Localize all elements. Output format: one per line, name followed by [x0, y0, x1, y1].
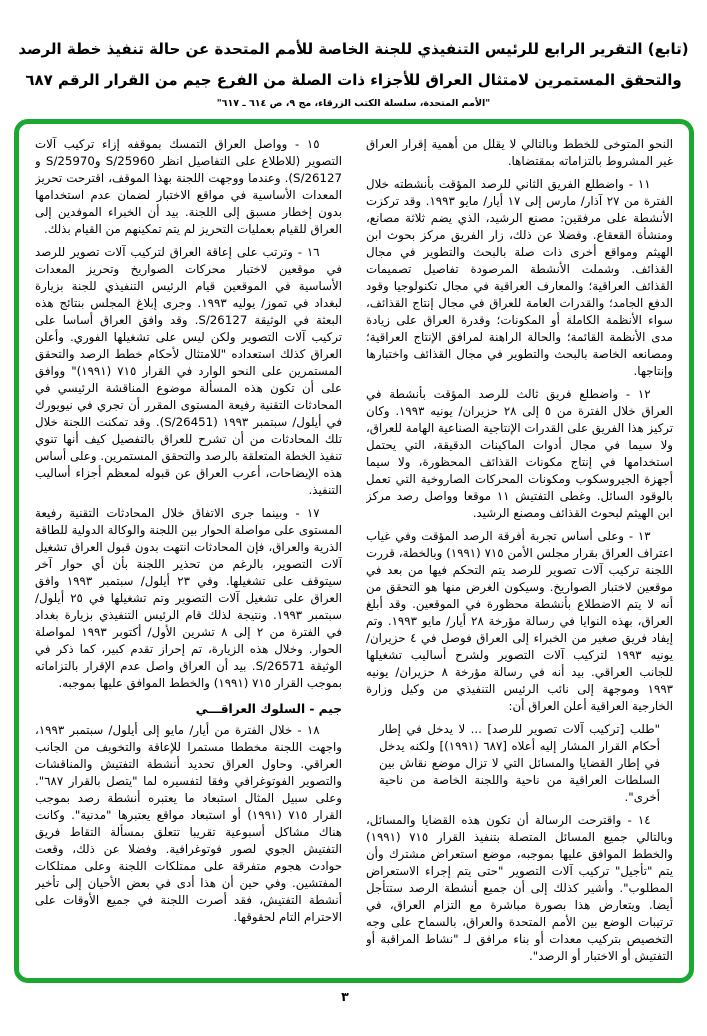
- document-header: [0, 0, 707, 109]
- right-column: [366, 136, 673, 970]
- paragraph: ١٨ - خلال الفترة من أيار/ مايو إلى أيلول/ سبتمبر ١٩٩٣، واجهت اللجنة مخططا مستمرا للإعاقة والتخويف من الجانب العراقي. وحاول العراق تحديد أنشطة التفتيش والمناقشات والتصوير الفوتوغرافي وفقا لتفسيره لما "يتصل بالقرار ٦٨٧". وعلى سبيل المثال استبعاد ما يعتبره أنشطة رصد بموجب القرار ٧١٥ (١٩٩١) أو استبعاد مواقع يعتبرها "مدنية". وكانت هناك مشاكل أسبوعية تقريبا تتعلق بمسألة التقاط فريق التفتيش الجوي لصور فوتوغرافية. وفضلا عن ذلك، وقعت حوادث هجوم متفرقة على ممتلكات اللجنة وعلى ممتلكات المفتشين. وفي حين أن هذا أدى في بعض الأحيان إلى تأخير أنشطة التفتيش، فقد أصرت اللجنة في جميع الأوقات على الاحترام التام لحقوقها.: [35, 723, 342, 924]
- paragraph: ١٢ - واضطلع فريق ثالث للرصد المؤقت بأنشطة في العراق خلال الفترة من ٥ إلى ٢٨ حزيران/ يونيه ١٩٩٣. وكان تركيز هذا الفريق على القدرات الإنتاجية الصناعية الهامة للعراق، ولا سيما في مجال أدوات الماكينات الدقيقة، التي يحتمل استخدامها في إنتاج مكونات القذائف المحظورة، ولا سيما أجهزة الجيروسكوب ومكونات المحركات الصاروخية التي تعمل بالوقود السائل. وغطى التفتيش ١١ موقعا وواصل رصد مركز ابن الهيثم لبحوث القذائف ومصنع الرشيد.: [366, 387, 673, 520]
- paragraph: ١٣ - وعلى أساس تجربة أفرقة الرصد المؤقت وفي غياب اعتراف العراق بقرار مجلس الأمن ٧١٥ (١٩٩١) وبالخطة، قررت اللجنة تركيب آلات تصوير للرصد يتم التحكم فيها من بعد في موقعين لاختبار الصواريخ. وسيكون الغرض منها هو التحقق من أنه لا يتم الاضطلاع بأنشطة محظورة في الموقعين. وقد أبلغ العراق، بهذه النوايا في رسالة مؤرخة ٢٨ أيار/ مايو ١٩٩٣. وتم إيفاد فريق صغير من الخبراء إلى العراق فوصل في ٤ حزيران/ يونيه ١٩٩٣ لتركيب آلات التصوير ولشرح أساليب تشغيلها للجانب العراقي. بيد أنه في رسالة مؤرخة ٨ حزيران/ يونيه ١٩٩٣ وموجهة إلى نائب الرئيس التنفيذي من وكيل وزارة الخارجية العراقية أعلن العراق أن:: [366, 529, 673, 713]
- paragraph: ١٤ - واقترحت الرسالة أن تكون هذه القضايا والمسائل، وبالتالي جميع المسائل المتصلة بتنفيذ القرار ٧١٥ (١٩٩١) والخطط الموافق عليها بموجبه، موضع استعراض مشترك وأن يتم "تأجيل" تركيب آلات التصوير "حتى يتم إجراء الاستعراض المطلوب". وأشير كذلك إلى أن جميع أنشطة الرصد ستتأجل أيضا. ويتعارض هذا بصورة مباشرة مع التزام العراق، في ترتيبات الوضع بين الأمم المتحدة والعراق، بالسماح على وجه التخصيص بتركيب معدات أو بناء مرافق لـ "نشاط المراقبة أو التفتيش أو الاختبار أو الرصد".: [366, 813, 673, 963]
- paragraph: ١٦ - وترتب على إعاقة العراق لتركيب آلات تصوير للرصد في موقعين لاختبار محركات الصواريخ وتحريز المعدات الأساسية في الموقعين قيام الرئيس التنفيذي للجنة بزيارة لبغداد في تموز/ يوليه ١٩٩٣. وجرى إبلاغ المجلس بنتائج هذه البعثة في الوثيقة S/26127. وقد وافق العراق أساسا على تركيب آلات التصوير ولكن ليس على تشغيلها الفوري. وأعلن العراق كذلك استعداده "للامتثال لأحكام خطط الرصد والتحقق المستمرين على النحو الوارد في القرار ٧١٥ (١٩٩١)" ووافق على أن تكون هذه المسألة موضوع المناقشة الرئيسي في المحادثات التقنية رفيعة المستوى المقرر أن تجري في نيويورك في أيلول/ سبتمبر ١٩٩٣ (S/26451). وقد تمكنت اللجنة خلال تلك المحادثات من أن تشرح للعراق بالتفصيل كيف أنها تنوي تنفيذ الخطة المتعلقة بالرصد والتحقق المستمرين. وعلى أساس هذه الإيضاحات، أعرب العراق عن قبوله لمعظم أجزاء أساليب التنفيذ.: [35, 245, 342, 497]
- paragraph: جيم - السلوك العراقـــي: [195, 702, 342, 716]
- paragraph: ١٧ - وبينما جرى الاتفاق خلال المحادثات التقنية رفيعة المستوى على مواصلة الحوار بين اللجنة والوكالة الدولية للطاقة الذرية والعراق، فإن المحادثات انتهت بدون قبول العراق تشغيل آلات التصوير، بالرغم من تحذير اللجنة بأن أي حوار آخر سيتوقف على تشغيلها. وفي ٢٣ أيلول/ سبتمبر ١٩٩٣ وافق العراق على تشغيل آلات التصوير وتم تشغيلها في ٢٥ أيلول/ سبتمبر ١٩٩٣. ونتيجة لذلك قام الرئيس التنفيذي بزيارة بغداد في الفترة من ٢ إلى ٨ تشرين الأول/ أكتوبر ١٩٩٣ لمواصلة الحوار. وخلال هذه الزيارة، تم إحراز تقدم كبير، كما ذكر في الوثيقة S/26571. بيد أن العراق واصل عدم الإقرار بالتزاماته بموجب القرار ٧١٥ (١٩٩١) والخطط الموافق عليها بموجبه.: [35, 506, 342, 690]
- paragraph: "طلب [تركيب آلات تصوير للرصد] ... لا يدخل في إطار أحكام القرار المشار إليه أعلاه [٦٨٧ (١٩٩١)] ولكنه يدخل في إطار القضايا والمسائل التي لا تزال موضع نقاش بين السلطات العراقية من ناحية واللجنة الخاصة من ناحية أخرى".: [378, 722, 661, 804]
- page-number: ٣: [341, 989, 349, 1004]
- paragraph: النحو المتوخى للخطط وبالتالي لا يقلل من أهمية إقرار العراق غير المشروط بالتزاماته بمقتضاها.: [366, 137, 673, 168]
- paragraph: ١١ - واضطلع الفريق الثاني للرصد المؤقت بأنشطته خلال الفترة من ٢٧ آذار/ مارس إلى ١٧ أيار/ مايو ١٩٩٣. وقد تركزت الأنشطة على مرفقين: مصنع الرشيد، الذي يضم ثلاثة مصانع، ومنشأة القعقاع. وفضلا عن ذلك، زار الفريق مركز بحوث ابن الهيثم ومواقع أخرى ذات صلة بالبحث والتطوير في مجال القذائف. وشملت الأنشطة المرصودة تفاصيل تصميمات القذائف العراقية؛ والمعارف العراقية في مجال تكنولوجيا وقود الدفع الجامد؛ والقدرات العامة للعراق في مجال إنتاج القذائف، سواء الأنظمة الكاملة أو المكونات؛ وقدرة العراق على زيادة مدى الأنظمة القائمة؛ والحالة الراهنة لمرافق الإنتاج العراقية؛ ومصانعه الخاصة بالبحث والتطوير في مجال القذائف واختبارها وإنتاجها.: [366, 177, 673, 378]
- paragraph: ١٥ - وواصل العراق التمسك بموقفه إزاء تركيب آلات التصوير (للاطلاع على التفاصيل انظر S/25960 وS/25970 و S/26127). وعندما ووجهت اللجنة بهذا الموقف، اقترحت تحريز المعدات الأساسية في مواقع الاختبار لضمان عدم استخدامها بدون إخطار مسبق إلى اللجنة. بيد أن الخبراء الموفدين إلى العراق للقيام بعمليات التحريز لم يتم تمكينهم من القيام بذلك.: [35, 137, 342, 236]
- document-title-line1: (تابع) التقرير الرابع للرئيس التنفيذي للجنة الخاصة للأمم المتحدة عن حالة تنفيذ خطة الرصد: [18, 40, 689, 58]
- content-border-box: [14, 119, 694, 983]
- document-source-citation: "الأمم المتحدة، سلسلة الكتب الزرقاء، مج ٩، ص ٦١٤ ـ ٦١٧": [216, 98, 491, 109]
- document-title-line2: والتحقق المستمرين لامتثال العراق للأجزاء ذات الصلة من الفرع جيم من القرار الرقم ٦٨٧: [25, 71, 682, 89]
- left-column: [35, 136, 342, 970]
